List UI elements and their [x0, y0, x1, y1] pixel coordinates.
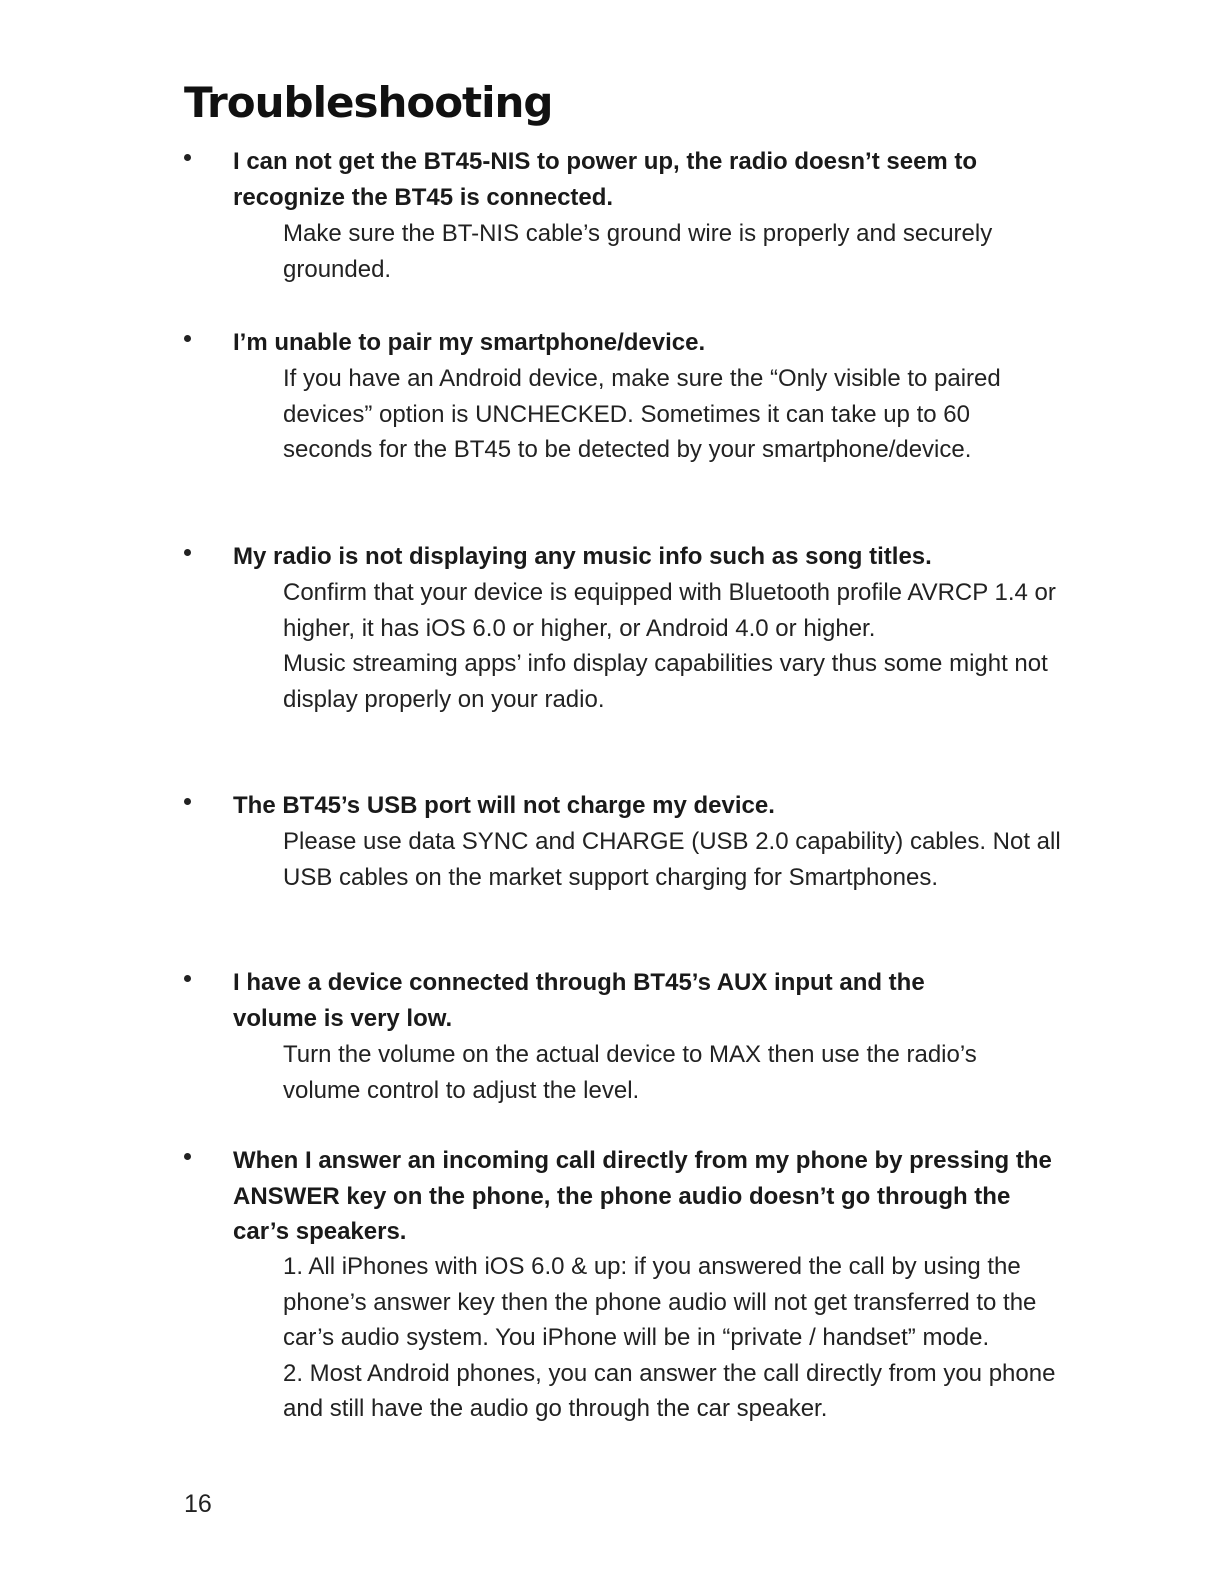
bullet-icon: [184, 1153, 191, 1160]
bullet-icon: [184, 798, 191, 805]
answer-paragraph: If you have an Android device, make sure the “Only visible to paired devices” option is UNCHECKED. Sometimes it can take up to 60 seconds for the BT45 to be detected by your smartphone/device.: [283, 365, 1001, 463]
answer-paragraph: Please use data SYNC and CHARGE (USB 2.0 capability) cables. Not all USB cables on the market support charging for Smartphones.: [283, 828, 1061, 891]
faq-answer: [283, 1037, 1023, 1108]
faq-question: I’m unable to pair my smartphone/device.: [233, 329, 706, 356]
faq-answer: [283, 361, 1058, 468]
faq-answer: [283, 824, 1063, 895]
page-number: 16: [184, 1490, 212, 1518]
faq-answer: [283, 1249, 1083, 1427]
faq-question: My radio is not displaying any music info such as song titles.: [233, 543, 932, 570]
faq-answer: [283, 216, 1003, 287]
bullet-icon: [184, 549, 191, 556]
faq-answer: [283, 575, 1073, 717]
faq-question: I have a device connected through BT45’s AUX input and the volume is very low.: [233, 969, 925, 1032]
answer-paragraph: 2. Most Android phones, you can answer the call directly from you phone and still have the audio go through the car speaker.: [283, 1359, 1056, 1422]
bullet-icon: [184, 335, 191, 342]
answer-paragraph: Make sure the BT-NIS cable’s ground wire is properly and securely grounded.: [283, 220, 993, 283]
faq-question: The BT45’s USB port will not charge my device.: [233, 792, 775, 819]
answer-paragraph: 1. All iPhones with iOS 6.0 & up: if you answered the call by using the phone’s answer key then the phone audio will not get transferred to the car’s audio system. You iPhone will be in “private / handset” mode.: [283, 1253, 1037, 1351]
answer-paragraph: Confirm that your device is equipped with Bluetooth profile AVRCP 1.4 or higher, it has iOS 6.0 or higher, or Android 4.0 or higher.: [283, 579, 1056, 642]
faq-question: When I answer an incoming call directly from my phone by pressing the ANSWER key on the phone, the phone audio doesn’t go through the car’s speakers.: [233, 1147, 1052, 1245]
bullet-icon: [184, 154, 191, 161]
page-title: Troubleshooting: [184, 78, 553, 127]
answer-paragraph: Turn the volume on the actual device to MAX then use the radio’s volume control to adjust the level.: [283, 1041, 977, 1104]
faq-question: I can not get the BT45-NIS to power up, the radio doesn’t seem to recognize the BT45 is connected.: [233, 148, 978, 211]
answer-paragraph: Music streaming apps’ info display capabilities vary thus some might not display properly on your radio.: [283, 650, 1048, 713]
bullet-icon: [184, 975, 191, 982]
